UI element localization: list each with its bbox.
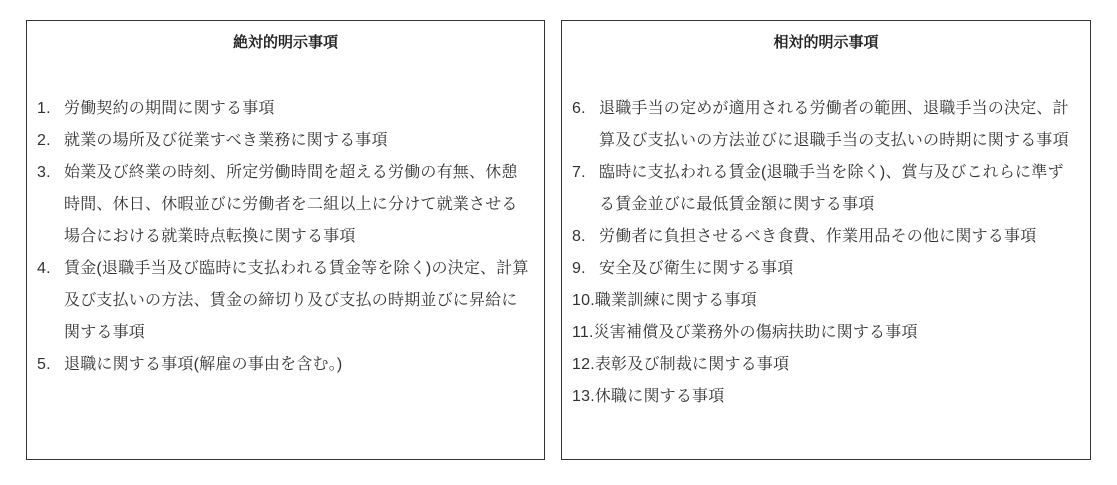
list-item [37,349,532,381]
item-text: 始業及び終業の時刻、所定労働時間を超える労働の有無、休憩時間、休日、休暇並びに労働者を二組以上に分けて就業させる場合における就業時点転換に関する事項 [64,164,518,245]
item-number: 8. [572,228,586,245]
absolute-items-box [26,20,545,460]
list-item [37,157,532,253]
item-text: 表彰及び制裁に関する事項 [594,356,790,373]
item-number: 5. [37,356,51,373]
list-item [572,93,1078,157]
item-text: 労働者に負担させるべき食費、作業用品その他に関する事項 [599,228,1037,245]
item-number: 7. [572,164,586,181]
item-text: 就業の場所及び従業すべき業務に関する事項 [64,132,388,149]
list-item [572,253,1078,285]
item-text: 賃金(退職手当及び臨時に支払われる賃金等を除く)の決定、計算及び支払いの方法、賃金の締切り及び支払の時期並びに昇給に関する事項 [64,260,529,341]
item-text: 職業訓練に関する事項 [594,292,757,309]
item-text: 退職に関する事項(解雇の事由を含む。) [64,356,343,373]
list-item [37,253,532,349]
list-item [572,157,1078,221]
list-item [37,93,532,125]
relative-items-title: 相対的明示事項 [773,34,879,51]
list-item [37,125,532,157]
item-number: 11. [572,324,594,341]
relative-items-box [561,20,1091,460]
list-item [572,317,1078,349]
item-number: 12. [572,356,595,373]
item-number: 13. [572,388,595,405]
absolute-items-list [37,93,532,381]
item-number: 1. [37,100,51,117]
item-number: 10. [572,292,595,309]
list-item [572,221,1078,253]
absolute-items-title: 絶対的明示事項 [232,34,338,51]
item-text: 退職手当の定めが適用される労働者の範囲、退職手当の決定、計算及び支払いの方法並びに退職手当の支払いの時期に関する事項 [599,100,1069,149]
item-text: 災害補償及び業務外の傷病扶助に関する事項 [593,324,918,341]
item-text: 休職に関する事項 [594,388,725,405]
item-number: 9. [572,260,586,277]
list-item [572,381,1078,413]
item-text: 労働契約の期間に関する事項 [64,100,275,117]
item-number: 3. [37,164,51,181]
item-number: 6. [572,100,586,117]
list-item [572,349,1078,381]
relative-items-list [572,93,1078,413]
item-number: 2. [37,132,51,149]
item-number: 4. [37,260,51,277]
item-text: 安全及び衛生に関する事項 [599,260,794,277]
list-item [572,285,1078,317]
item-text: 臨時に支払われる賃金(退職手当を除く)、賞与及びこれらに準ずる賃金並びに最低賃金額に関する事項 [599,164,1064,213]
